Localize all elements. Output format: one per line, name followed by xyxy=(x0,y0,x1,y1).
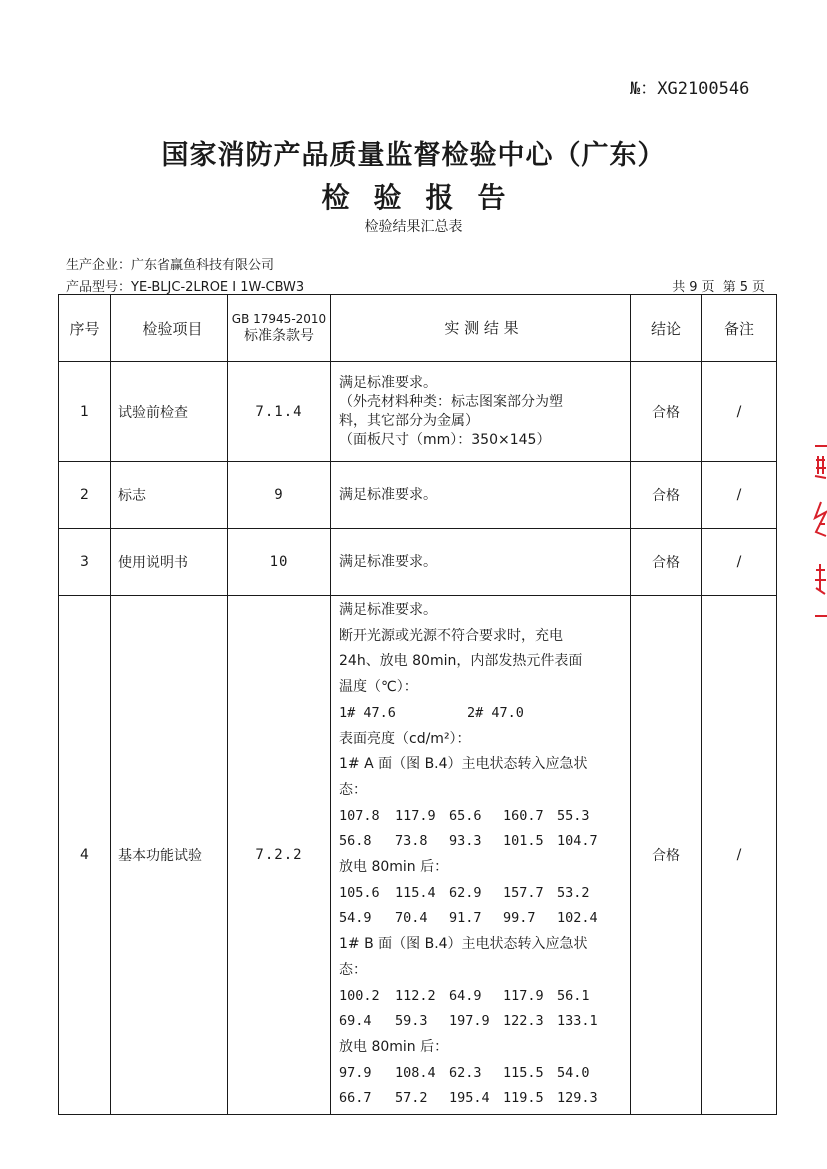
row-item: 试验前检查 xyxy=(111,362,228,462)
row-remark: / xyxy=(702,529,777,596)
doc-title: 检验报告 xyxy=(321,181,530,214)
result-line: 态： xyxy=(339,961,367,978)
value: 115.4 xyxy=(395,884,436,901)
doc-subtitle: 检验结果汇总表 xyxy=(364,219,463,235)
value: 101.5 xyxy=(503,833,544,850)
row-seq: 4 xyxy=(59,596,111,1115)
header-remark: 备注 xyxy=(702,295,777,362)
value: 62.9 xyxy=(449,884,482,901)
value: 56.8 xyxy=(339,833,372,850)
value: 195.4 xyxy=(449,1090,490,1107)
value: 107.8 xyxy=(339,807,380,824)
result-line: 满足标准要求。 xyxy=(339,486,437,503)
results-table xyxy=(58,294,777,1115)
value: 57.2 xyxy=(395,1090,428,1107)
result-line: 满足标准要求。 xyxy=(339,553,437,570)
row-seq: 3 xyxy=(59,529,111,596)
value: 133.1 xyxy=(557,1013,598,1030)
value-row xyxy=(339,804,624,830)
value: 93.3 xyxy=(449,833,482,850)
value-row xyxy=(339,906,624,932)
value-row xyxy=(339,984,624,1010)
pages-total-suffix: 页 xyxy=(701,280,715,295)
value: 197.9 xyxy=(449,1013,490,1030)
value: 129.3 xyxy=(557,1090,598,1107)
result-line: 料，其它部分为金属） xyxy=(339,412,479,429)
result-line: 态： xyxy=(339,781,367,798)
result-line: 满足标准要求。 xyxy=(339,374,437,391)
result-line: （面板尺寸（mm）：350×145） xyxy=(339,431,551,448)
value: 64.9 xyxy=(449,987,482,1004)
value: 91.7 xyxy=(449,910,482,927)
value: 62.3 xyxy=(449,1064,482,1081)
row-remark: / xyxy=(702,362,777,462)
table-row xyxy=(59,362,777,462)
value: 100.2 xyxy=(339,987,380,1004)
value: 102.4 xyxy=(557,910,598,927)
header-standard xyxy=(228,295,331,362)
row-remark: / xyxy=(702,462,777,529)
value: 56.1 xyxy=(557,987,590,1004)
table-row xyxy=(59,529,777,596)
row-item: 标志 xyxy=(111,462,228,529)
temperature-values xyxy=(339,701,624,727)
value: 105.6 xyxy=(339,884,380,901)
result-line: 表面亮度（cd/m²）： xyxy=(339,730,471,747)
page-indicator xyxy=(670,276,767,295)
seal-stamp xyxy=(813,440,827,622)
value: 117.9 xyxy=(395,807,436,824)
row-clause: 10 xyxy=(228,529,331,596)
temp-value: 2# 47.0 xyxy=(467,704,524,721)
result-line: 放电 80min 后： xyxy=(339,1038,449,1055)
product-model: 产品型号：YE-BLJC-2LROE Ⅰ 1W-CBW3 xyxy=(66,280,305,295)
row-item: 使用说明书 xyxy=(111,529,228,596)
value: 54.9 xyxy=(339,910,372,927)
value-row xyxy=(339,1009,624,1035)
value: 97.9 xyxy=(339,1064,372,1081)
row-seq: 2 xyxy=(59,462,111,529)
org-title: 国家消防产品质量监督检验中心（广东） xyxy=(161,140,666,171)
value: 70.4 xyxy=(395,910,428,927)
row-seq: 1 xyxy=(59,362,111,462)
row-result xyxy=(331,462,631,529)
value: 122.3 xyxy=(503,1013,544,1030)
value: 66.7 xyxy=(339,1090,372,1107)
header-item: 检验项目 xyxy=(111,295,228,362)
result-line: 断开光源或光源不符合要求时，充电 xyxy=(339,627,563,644)
pages-total-prefix: 共 xyxy=(672,280,686,295)
header-result: 实 测 结 果 xyxy=(331,295,631,362)
row-result xyxy=(331,596,631,1115)
header-conclusion: 结论 xyxy=(631,295,702,362)
value: 99.7 xyxy=(503,910,536,927)
row-item: 基本功能试验 xyxy=(111,596,228,1115)
value: 115.5 xyxy=(503,1064,544,1081)
result-line: 1# B 面（图 B.4）主电状态转入应急状 xyxy=(339,936,588,953)
value: 55.3 xyxy=(557,807,590,824)
result-line: 温度（℃）： xyxy=(339,679,418,696)
row-clause: 9 xyxy=(228,462,331,529)
row-clause: 7.2.2 xyxy=(228,596,331,1115)
value: 65.6 xyxy=(449,807,482,824)
result-line: （外壳材料种类：标志图案部分为塑 xyxy=(339,393,563,410)
value: 73.8 xyxy=(395,833,428,850)
value-row xyxy=(339,1086,624,1112)
table-row xyxy=(59,596,777,1115)
manufacturer: 生产企业：广东省赢鱼科技有限公司 xyxy=(66,258,275,273)
value: 53.2 xyxy=(557,884,590,901)
pages-total: 9 xyxy=(689,280,698,295)
value-row xyxy=(339,1061,624,1087)
row-result xyxy=(331,362,631,462)
row-remark: / xyxy=(702,596,777,1115)
pages-current-suffix: 页 xyxy=(751,280,765,295)
result-line: 1# A 面（图 B.4）主电状态转入应急状 xyxy=(339,756,588,773)
value: 59.3 xyxy=(395,1013,428,1030)
header-standard-code: GB 17945-2010 xyxy=(231,311,327,326)
value-row xyxy=(339,829,624,855)
value: 160.7 xyxy=(503,807,544,824)
result-line: 放电 80min 后： xyxy=(339,859,449,876)
row-conclusion: 合格 xyxy=(631,596,702,1115)
header-seq: 序号 xyxy=(59,295,111,362)
value: 117.9 xyxy=(503,987,544,1004)
value: 108.4 xyxy=(395,1064,436,1081)
value: 112.2 xyxy=(395,987,436,1004)
row-conclusion: 合格 xyxy=(631,529,702,596)
header-standard-clause: 标准条款号 xyxy=(244,327,314,344)
value: 119.5 xyxy=(503,1090,544,1107)
table-header-row xyxy=(59,295,777,362)
value: 69.4 xyxy=(339,1013,372,1030)
value: 54.0 xyxy=(557,1064,590,1081)
row-conclusion: 合格 xyxy=(631,362,702,462)
temp-value: 1# 47.6 xyxy=(339,704,396,721)
value: 157.7 xyxy=(503,884,544,901)
result-line: 24h、放电 80min，内部发热元件表面 xyxy=(339,653,583,670)
row-clause: 7.1.4 xyxy=(228,362,331,462)
table-row xyxy=(59,462,777,529)
report-number: №：XG2100546 xyxy=(630,79,750,99)
row-conclusion: 合格 xyxy=(631,462,702,529)
pages-current: 5 xyxy=(739,280,748,295)
value: 104.7 xyxy=(557,833,598,850)
row-result xyxy=(331,529,631,596)
pages-current-prefix: 第 xyxy=(722,280,736,295)
value-row xyxy=(339,881,624,907)
result-line: 满足标准要求。 xyxy=(339,602,437,618)
